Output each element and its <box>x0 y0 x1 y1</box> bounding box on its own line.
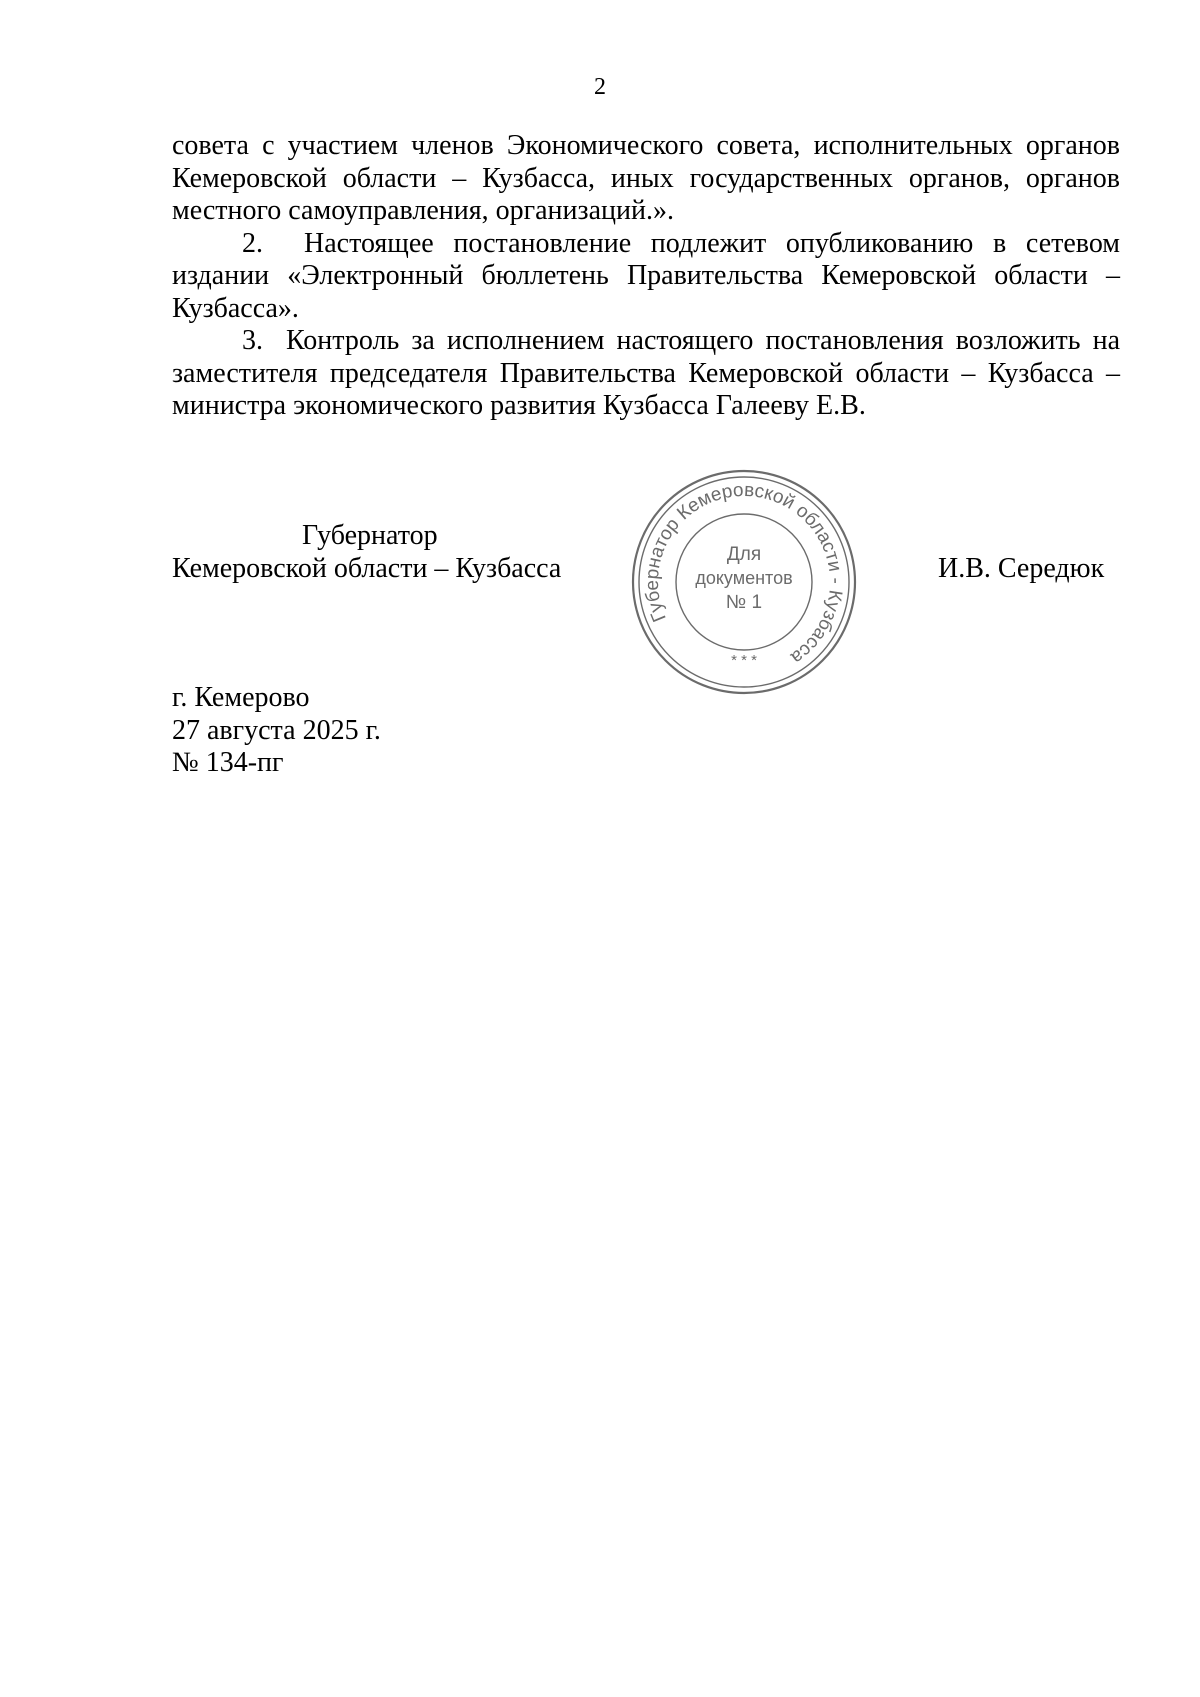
signatory-title-line-2: Кемеровской области – Кузбасса <box>172 553 562 584</box>
item-3-text: Контроль за исполнением настоящего постановления возложить на заместителя председателя Правительства Кемеровской области – Кузбасса – министра экономического развития Кузбасса Галееву Е.В. <box>172 325 1120 421</box>
document-city: г. Кемерово <box>172 682 310 713</box>
signatory-title-line-1: Губернатор <box>302 520 438 551</box>
page-number: 2 <box>594 74 606 100</box>
paragraph-item-3 <box>172 325 1120 423</box>
item-2-text: Настоящее постановление подлежит опубликованию в сетевом издании «Электронный бюллетень Правительства Кемеровской области – Кузбасса». <box>172 227 1120 324</box>
seal-center-line-1: Для <box>726 544 762 565</box>
seal-bottom-mark: * * * <box>731 652 757 669</box>
paragraph-item-2 <box>172 228 1120 326</box>
document-number: № 134-пг <box>172 747 284 778</box>
document-date: 27 августа 2025 г. <box>172 714 381 746</box>
signatory-name: И.В. Середюк <box>938 553 1105 584</box>
seal-ring-text: Губернатор Кемеровской области - Кузбасса <box>641 479 847 669</box>
item-3-number: 3. <box>242 325 263 356</box>
official-seal <box>630 468 858 696</box>
document-place-date <box>172 682 381 780</box>
document-body <box>172 130 1120 423</box>
paragraph-continuation: совета с участием членов Экономического совета, исполнительных органов Кемеровской области – Кузбасса, иных государственных органов, органов местного самоуправления, организаций.». <box>172 130 1120 226</box>
seal-center-line-2: документов <box>695 568 793 588</box>
seal-center-line-3: № 1 <box>725 592 763 613</box>
item-2-number: 2. <box>242 227 263 259</box>
seal-graphic <box>630 468 858 696</box>
